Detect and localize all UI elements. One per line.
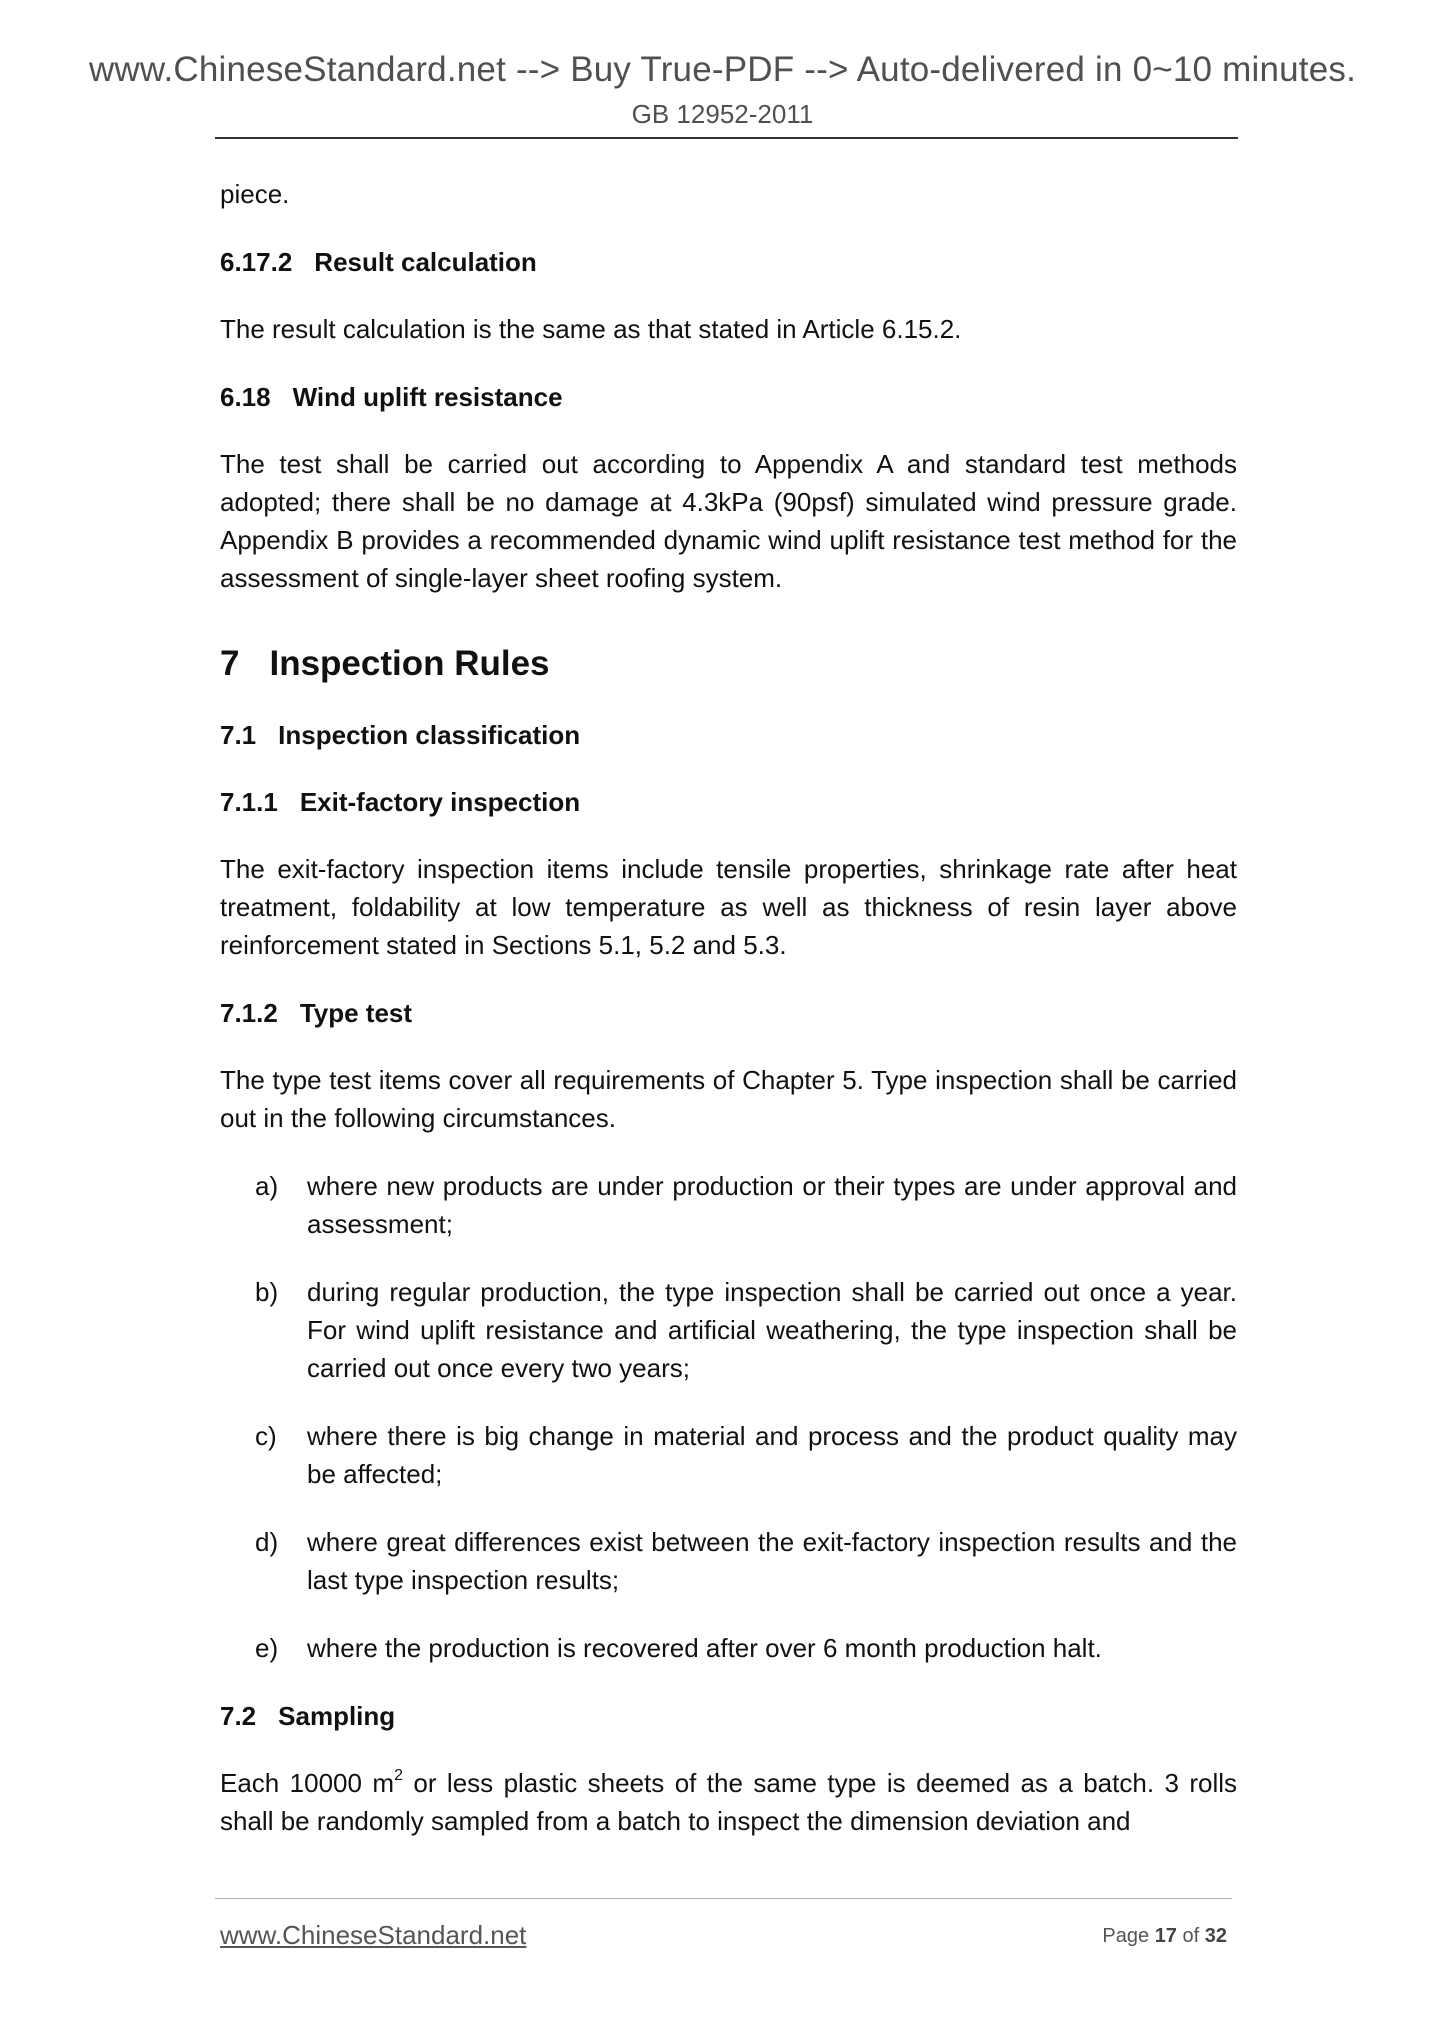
list-item: c) where there is big change in material and process and the product quality may be affected; (255, 1421, 1237, 1489)
section-7-1-2-heading: 7.1.2 Type test (220, 998, 413, 1028)
list-item: e) where the production is recovered after over 6 month production halt. (255, 1633, 1102, 1663)
section-6-17-2-heading: 6.17.2 Result calculation (220, 247, 537, 277)
circumstances-list (220, 1167, 1237, 1667)
page-header (0, 52, 1445, 127)
section-6-17-2-text: The result calculation is the same as that stated in Article 6.15.2. (220, 314, 962, 344)
footer-website-link[interactable]: www.ChineseStandard.net (220, 1920, 527, 1950)
section-6-18-text: The test shall be carried out according to Appendix A and standard test methods adopted; there shall be no damage at 4.3kPa (90psf) simulated wind pressure grade. Appendix B provides a recommended dynamic wind uplift resistance test method for the assessment of single-layer sheet roofing system. (220, 449, 1237, 593)
section-7-1-1-heading: 7.1.1 Exit-factory inspection (220, 787, 581, 817)
section-7-2-text: Each 10000 $m^2$ or less plastic sheets of the same type is deemed as a batch. 3 rolls shall be randomly sampled from a batch to inspect the dimension deviation and (220, 1767, 1238, 1836)
list-item: a) where new products are under production or their types are under approval and assessment; (255, 1171, 1237, 1239)
header-divider (215, 137, 1238, 139)
document-body (220, 175, 1237, 1840)
list-item: d) where great differences exist between the exit-factory inspection results and the last type inspection results; (255, 1527, 1237, 1595)
chapter-7-heading: 7 Inspection Rules (220, 644, 550, 683)
section-7-2-heading: 7.2 Sampling (220, 1701, 396, 1731)
section-7-1-2-text: The type test items cover all requirements of Chapter 5. Type inspection shall be carried out in the following circumstances. (220, 1065, 1237, 1133)
carryover-text: piece. (220, 179, 290, 209)
footer-divider (215, 1898, 1232, 1899)
section-7-1-heading: 7.1 Inspection classification (220, 720, 581, 750)
header-banner: www.ChineseStandard.net --> Buy True-PDF --> Auto-delivered in 0~10 minutes. (88, 50, 1357, 89)
list-item: b) during regular production, the type inspection shall be carried out once a year. For wind uplift resistance and artificial weathering, the type inspection shall be carried out once every two years; (255, 1277, 1237, 1383)
section-6-18-heading: 6.18 Wind uplift resistance (220, 382, 563, 412)
page-number: Page 17 of 32 (1102, 1925, 1227, 1947)
section-7-1-1-text: The exit-factory inspection items include tensile properties, shrinkage rate after heat treatment, foldability at low temperature as well as thickness of resin layer above reinforcement stated in Sections 5.1, 5.2 and 5.3. (220, 854, 1237, 960)
document-code: GB 12952-2011 (631, 99, 814, 129)
